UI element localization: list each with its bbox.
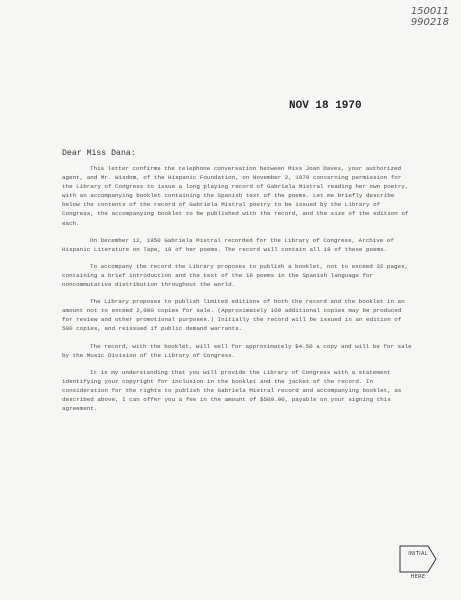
paragraph: The record, with the booklet, will sell for approximately $4.50 a copy and will be for sale by the Music Division of the Library of Congress. [62,342,412,359]
salutation: Dear Miss Dana: [62,149,136,158]
pencil-note: 990218 [410,17,449,28]
paragraph: This letter confirms the telephone conversation between Miss Joan Daves, your authorized agent, and Mr. Wisdom, of the Hispanic Foundation, on November 2, 1970 concerning permission for the Library of Congress to issue a long playing record of Gabriela Mistral reading her own poetry, with an accompanying booklet containing the Spanish text of the poems. Let me briefly describe below the contents of the record of Gabriela Mistral poetry to be issued by the Library of Congress, the accompanying booklet to be published with the record, and the size of the edition of each. [62,165,409,227]
initial-here-stamp [398,538,438,580]
paragraph: On December 12, 1950 Gabriela Mistral recorded for the Library of Congress, Archive of Hispanic Literature on Tape, 18 of her poems. The record will contain all 18 of these poems. [62,236,395,253]
stamp-label-bottom: HERE [410,574,426,580]
paragraph: It is my understanding that you will provide the Library of Congress with a statement identifying your copyright for inclusion in the booklet and the jacket of the record. In consideration for the rights to publish the Gabriela Mistral record and accompanying booklet, as described above, I can offer you a fee in the amount of $500.00, payable on your signing this agreement. [62,368,402,413]
pencil-note: 150011 [410,6,449,17]
stamp-label-top: INITIAL [408,551,428,557]
pencil-annotations [411,6,449,28]
letter-date: NOV 18 1970 [289,100,362,112]
paragraph: To accompany the record the Library proposes to publish a booklet, not to exceed 32 pages, containing a brief introduction and the text of the 18 poems in the Spanish language for noncommutative distribution throughout the world. [62,262,409,289]
paragraph: The Library proposes to publish limited editions of both the record and the booklet in an amount not to exceed 2,000 copies for sale. (Approximately 100 additional copies may be produced for review and other promotional purposes.) Initially the record will be issued in an edition of 500 copies, and reissued if public demand warrants. [62,298,405,333]
letter-body [62,164,412,421]
